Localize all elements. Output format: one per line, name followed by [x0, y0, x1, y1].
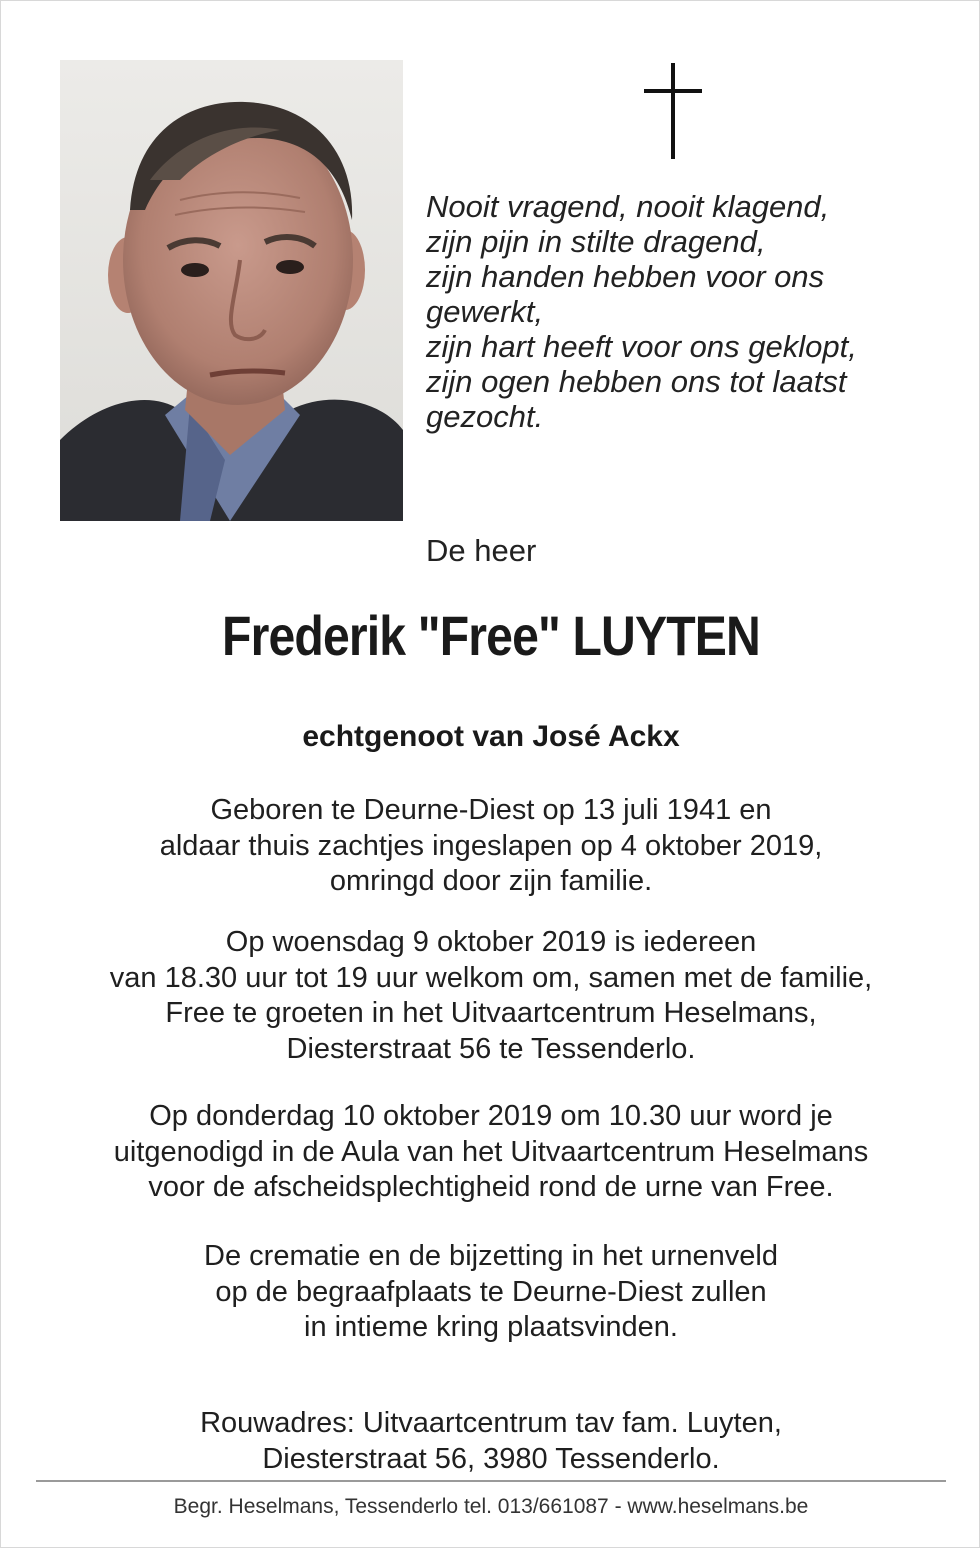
text-line: op de begraafplaats te Deurne-Diest zullen [215, 1275, 767, 1308]
text-line: Free te groeten in het Uitvaartcentrum Heselmans, [165, 997, 817, 1029]
text-line: De crematie en de bijzetting in het urnenveld [204, 1240, 778, 1272]
divider [36, 1480, 946, 1482]
poem-line: zijn ogen hebben ons tot laatst [426, 364, 847, 399]
text-line: Rouwadres: Uitvaartcentrum tav fam. Luyten, [200, 1407, 782, 1439]
text-line: omringd door zijn familie. [329, 865, 653, 897]
poem-line: Nooit vragend, nooit klagend, [426, 189, 830, 224]
text-line: Op donderdag 10 oktober 2019 om 10.30 uur word je [149, 1100, 833, 1132]
deceased-name: Frederik "Free" LUYTEN [222, 604, 760, 667]
poem-line: zijn pijn in stilte dragend, [426, 224, 766, 259]
poem-line: gezocht. [426, 399, 544, 434]
text-line: uitgenodigd in de Aula van het Uitvaartcentrum Heselmans [113, 1135, 869, 1168]
text-line: voor de afscheidsplechtigheid rond de urne van Free. [148, 1171, 834, 1203]
text-line: van 18.30 uur tot 19 uur welkom om, samen met de familie, [109, 961, 873, 994]
ceremony-paragraph [1, 1099, 980, 1206]
latin-cross-icon [644, 63, 702, 159]
text-line: Diesterstraat 56 te Tessenderlo. [286, 1032, 696, 1065]
text-line: Diesterstraat 56, 3980 Tessenderlo. [262, 1442, 720, 1475]
honorific: De heer [426, 533, 537, 568]
poem-line: gewerkt, [426, 294, 544, 329]
spouse-line: echtgenoot van José Ackx [302, 720, 680, 753]
poem-line: zijn handen hebben voor ons [426, 259, 825, 294]
address-paragraph [1, 1406, 980, 1477]
visitation-paragraph [1, 925, 980, 1067]
poem [426, 189, 896, 434]
text-line: Op woensdag 9 oktober 2019 is iedereen [225, 926, 757, 958]
text-line: aldaar thuis zachtjes ingeslapen op 4 oktober 2019, [159, 829, 823, 862]
text-line: in intieme kring plaatsvinden. [304, 1311, 678, 1343]
funeral-home-footer: Begr. Heselmans, Tessenderlo tel. 013/661087 - www.heselmans.be [173, 1495, 809, 1518]
cremation-paragraph [1, 1239, 980, 1346]
portrait-photo [60, 60, 403, 521]
text-line: Geboren te Deurne-Diest op 13 juli 1941 en [210, 794, 772, 826]
birth-paragraph [1, 793, 980, 900]
poem-line: zijn hart heeft voor ons geklopt, [426, 329, 857, 364]
